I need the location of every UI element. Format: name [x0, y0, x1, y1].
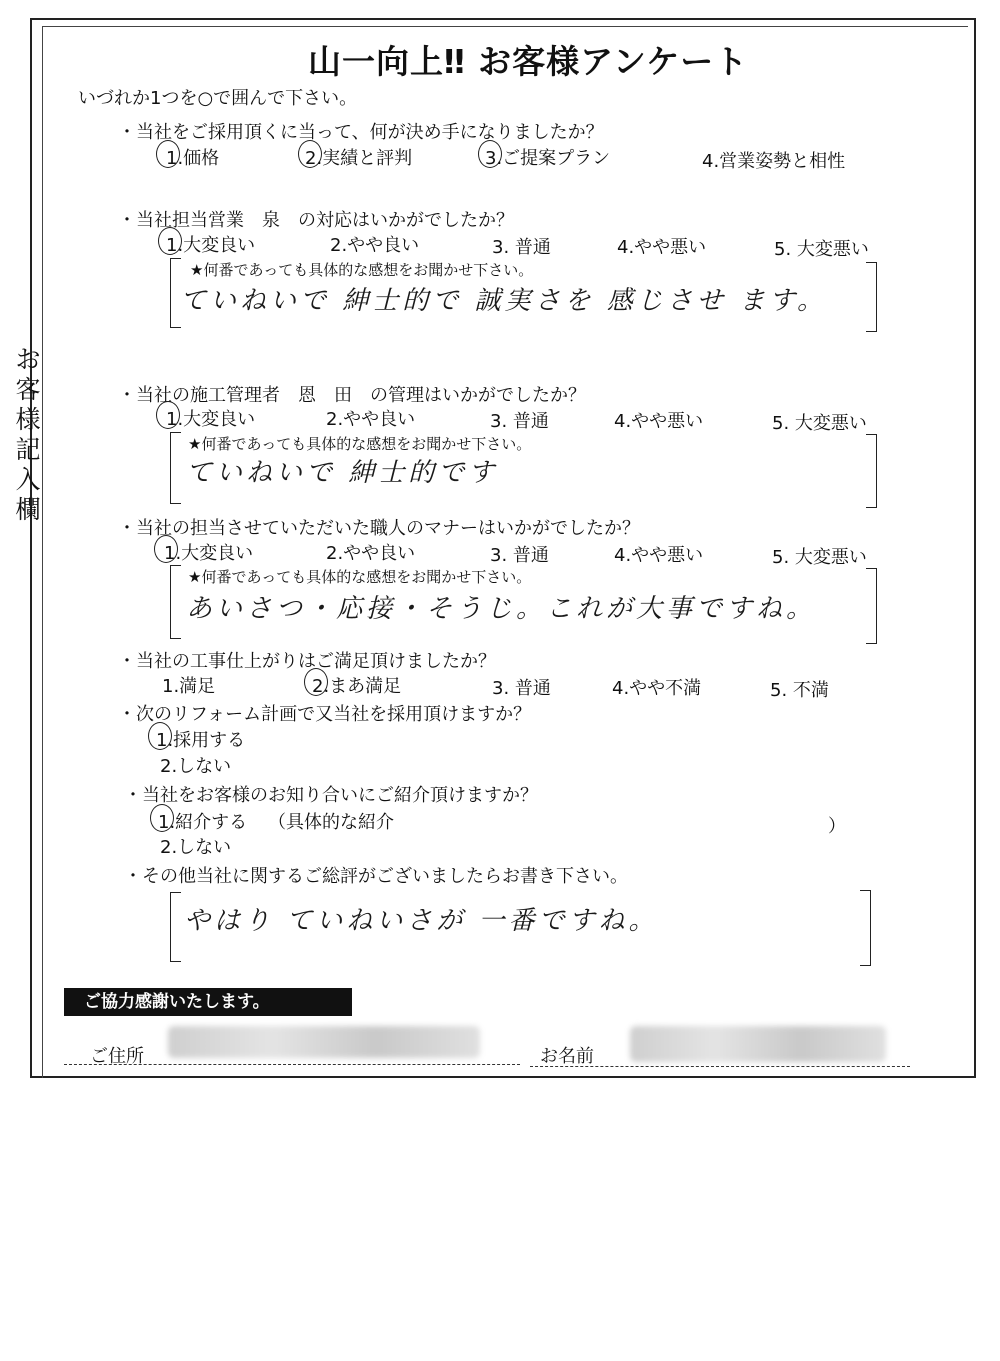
q3-option-4[interactable]: 4.やや悪い: [614, 411, 704, 432]
q6-option-1[interactable]: 1.採用する: [156, 730, 246, 751]
side-char: 入: [15, 465, 41, 494]
q7-option-1[interactable]: 1.紹介する: [158, 812, 248, 833]
question-1: ・当社をご採用頂くに当って、何が決め手になりましたか？: [118, 122, 604, 143]
question-3: ・当社の施工管理者 恩 田 の管理はいかがでしたか？: [118, 385, 586, 406]
address-redacted: [168, 1026, 480, 1058]
question-6: ・次のリフォーム計画で又当社を採用頂けますか？: [118, 704, 532, 725]
q1-option-1[interactable]: 1.価格: [166, 148, 220, 169]
question-4: ・当社の担当させていただいた職人のマナーはいかがでしたか？: [118, 518, 640, 539]
side-char: 欄: [15, 495, 41, 524]
comment-bracket-right: [866, 262, 877, 332]
q2-option-5[interactable]: 5. 大変悪い: [774, 239, 869, 260]
thanks-banner: ご協力感謝いたします。: [64, 988, 352, 1016]
q5-option-3[interactable]: 3. 普通: [492, 678, 551, 699]
q3-option-1[interactable]: 1.大変良い: [166, 409, 256, 430]
comment-bracket-left: [170, 432, 181, 504]
side-char: 客: [15, 375, 41, 404]
q3-option-2[interactable]: 2.やや良い: [326, 409, 416, 430]
comment-bracket-left: [170, 892, 181, 962]
side-char: お: [15, 345, 41, 374]
name-redacted: [630, 1026, 886, 1062]
question-5: ・当社の工事仕上がりはご満足頂けましたか？: [118, 651, 496, 672]
q2-option-2[interactable]: 2.やや良い: [330, 235, 420, 256]
name-underline: [530, 1066, 910, 1067]
customer-entry-side-label: [8, 345, 48, 525]
q4-option-1[interactable]: 1.大変良い: [164, 543, 254, 564]
question-7: ・当社をお客様のお知り合いにご紹介頂けますか？: [124, 785, 538, 806]
q4-option-2[interactable]: 2.やや良い: [326, 543, 416, 564]
q4-option-4[interactable]: 4.やや悪い: [614, 545, 704, 566]
q1-option-4[interactable]: 4.営業姿勢と相性: [702, 151, 846, 172]
q4-option-5[interactable]: 5. 大変悪い: [772, 547, 867, 568]
q7-option-2[interactable]: 2.しない: [160, 837, 232, 858]
name-label: お名前: [540, 1046, 594, 1067]
q3-handwritten-comment: ていねいで 紳士的です: [186, 458, 499, 488]
side-char: 様: [15, 405, 41, 434]
q4-note: ★何番であっても具体的な感想をお聞かせ下さい。: [188, 568, 532, 586]
q5-option-2[interactable]: 2.まあ満足: [312, 676, 402, 697]
q3-note: ★何番であっても具体的な感想をお聞かせ下さい。: [188, 435, 532, 453]
q4-handwritten-comment: あいさつ・応接・そうじ。これが大事ですね。: [186, 594, 817, 624]
q4-option-3[interactable]: 3. 普通: [490, 545, 549, 566]
q2-handwritten-comment: ていねいで 紳士的で 誠実さを 感じさせ ます。: [180, 286, 827, 316]
q2-option-4[interactable]: 4.やや悪い: [617, 237, 707, 258]
q3-option-3[interactable]: 3. 普通: [490, 411, 549, 432]
comment-bracket-right: [866, 434, 877, 508]
q1-option-3[interactable]: 3.ご提案プラン: [485, 148, 611, 169]
address-underline: [64, 1064, 520, 1065]
q7-detail-open: （具体的な紹介: [268, 812, 394, 833]
address-label: ご住所: [90, 1046, 144, 1067]
q5-option-4[interactable]: 4.やや不満: [612, 678, 702, 699]
question-8: ・その他当社に関するご総評がございましたらお書き下さい。: [124, 866, 628, 887]
comment-bracket-left: [170, 565, 181, 639]
q2-option-3[interactable]: 3. 普通: [492, 237, 551, 258]
side-char: 記: [15, 435, 41, 464]
question-2: ・当社担当営業 泉 の対応はいかがでしたか？: [118, 210, 514, 231]
q2-option-1[interactable]: 1.大変良い: [166, 235, 256, 256]
comment-bracket-right: [866, 568, 877, 644]
q3-option-5[interactable]: 5. 大変悪い: [772, 413, 867, 434]
q7-detail-close: ）: [828, 816, 846, 837]
comment-bracket-right: [860, 890, 871, 966]
page-title: 山一向上‼ お客様アンケート: [308, 42, 749, 81]
q5-option-5[interactable]: 5. 不満: [770, 680, 829, 701]
q1-option-2[interactable]: 2.実績と評判: [305, 148, 413, 169]
q8-handwritten-comment: やはり ていねいさが 一番ですね。: [184, 906, 659, 936]
instruction-text: いづれか1つを○で囲んで下さい。: [78, 88, 358, 109]
q2-note: ★何番であっても具体的な感想をお聞かせ下さい。: [190, 261, 534, 279]
q6-option-2[interactable]: 2.しない: [160, 756, 232, 777]
q5-option-1[interactable]: 1.満足: [162, 676, 216, 697]
